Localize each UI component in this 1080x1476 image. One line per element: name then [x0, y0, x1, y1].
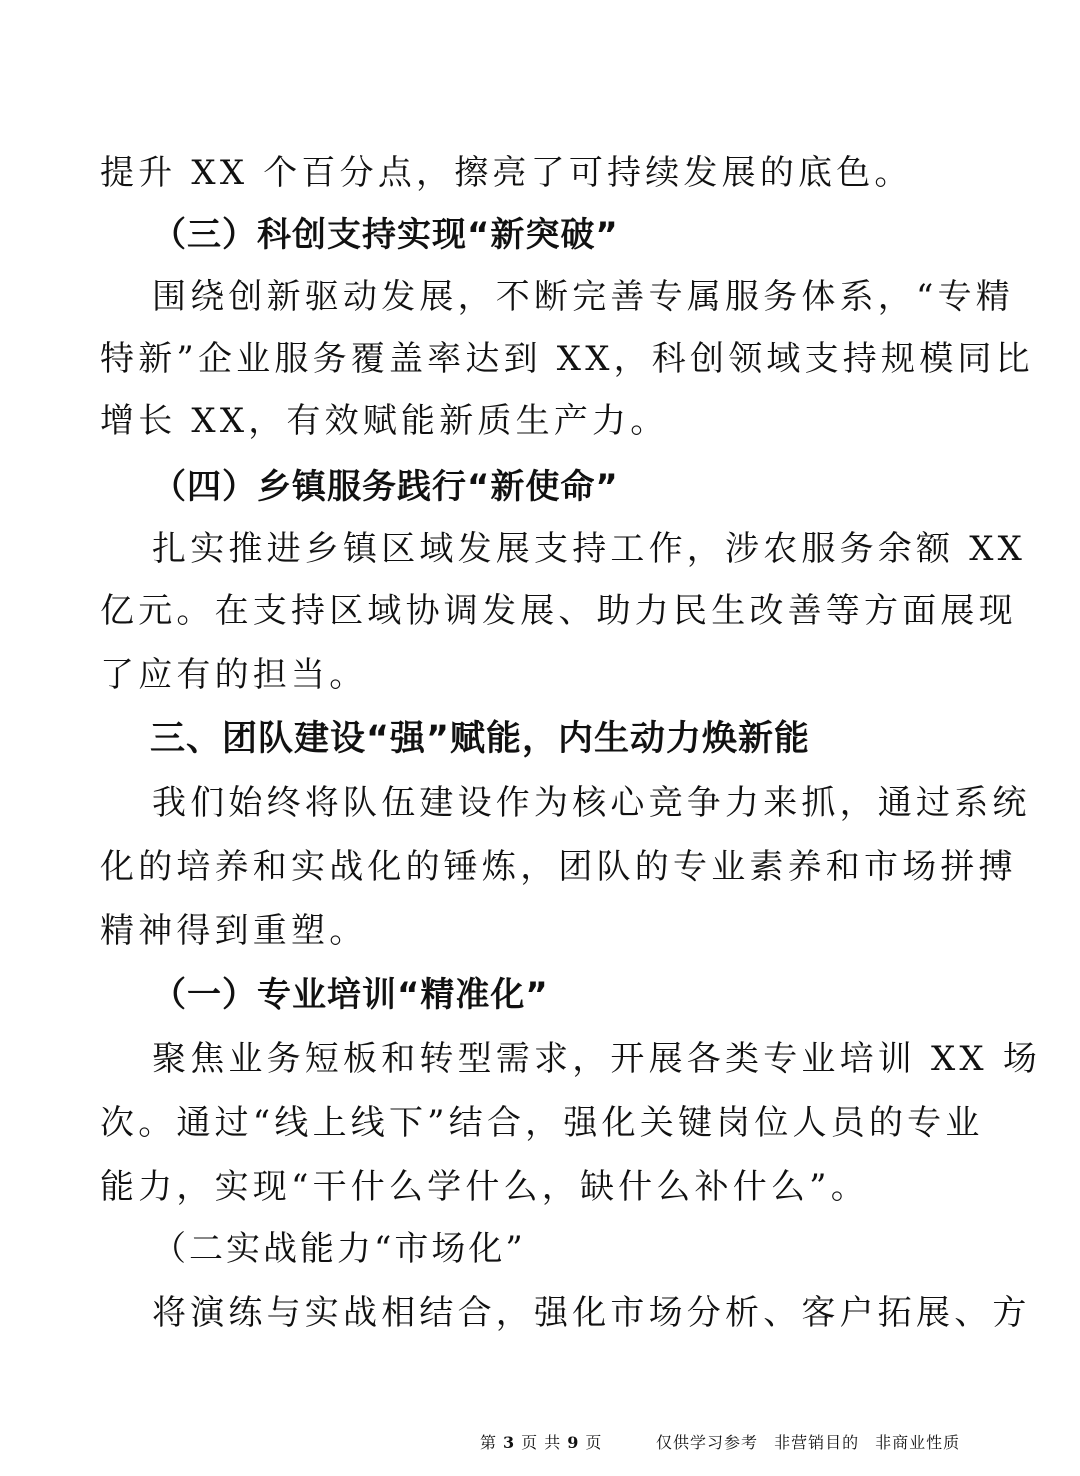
- page-prefix: 第: [480, 1433, 498, 1452]
- paragraph-line: 了应有的担当。: [100, 655, 368, 695]
- paragraph-line: 我们始终将队伍建设作为核心竞争力来抓，通过系统: [152, 783, 1031, 823]
- page-middle: 页 共: [521, 1433, 562, 1452]
- section-heading-1: （一）专业培训“精准化”: [152, 975, 549, 1015]
- paragraph-line: 亿元。在支持区域协调发展、助力民生改善等方面展现: [100, 591, 1017, 631]
- paragraph-line: 次。通过“线上线下”结合，强化关键岗位人员的专业: [100, 1103, 984, 1143]
- section-heading-4: （四）乡镇服务践行“新使命”: [152, 467, 619, 507]
- paragraph-line: 精神得到重塑。: [100, 911, 368, 951]
- page-total: 9: [567, 1433, 580, 1452]
- paragraph-line: 将演练与实战相结合，强化市场分析、客户拓展、方: [152, 1293, 1031, 1333]
- page-number: [480, 1428, 602, 1458]
- page-suffix: 页: [585, 1433, 603, 1452]
- paragraph-line: 扎实推进乡镇区域发展支持工作，涉农服务余额 XX: [152, 529, 1027, 569]
- page-current: 3: [503, 1433, 516, 1452]
- paragraph-line: 提升 XX 个百分点，擦亮了可持续发展的底色。: [100, 153, 913, 193]
- paragraph-line: 围绕创新驱动发展，不断完善专属服务体系，“专精: [152, 277, 1014, 317]
- section-heading-2: （二实战能力“市场化”: [152, 1229, 526, 1269]
- paragraph-line: 能力，实现“干什么学什么，缺什么补什么”。: [100, 1167, 869, 1207]
- footer-note: 仅供学习参考 非营销目的 非商业性质: [656, 1433, 961, 1452]
- chapter-heading-3: 三、团队建设“强”赋能，内生动力焕新能: [150, 719, 811, 759]
- paragraph-line: 聚焦业务短板和转型需求，开展各类专业培训 XX 场: [152, 1039, 1042, 1079]
- section-heading-3: （三）科创支持实现“新突破”: [152, 215, 619, 255]
- paragraph-line: 化的培养和实战化的锤炼，团队的专业素养和市场拼搏: [100, 847, 1017, 887]
- paragraph-line: 增长 XX，有效赋能新质生产力。: [100, 401, 669, 441]
- paragraph-line: 特新”企业服务覆盖率达到 XX，科创领域支持规模同比: [100, 339, 1034, 379]
